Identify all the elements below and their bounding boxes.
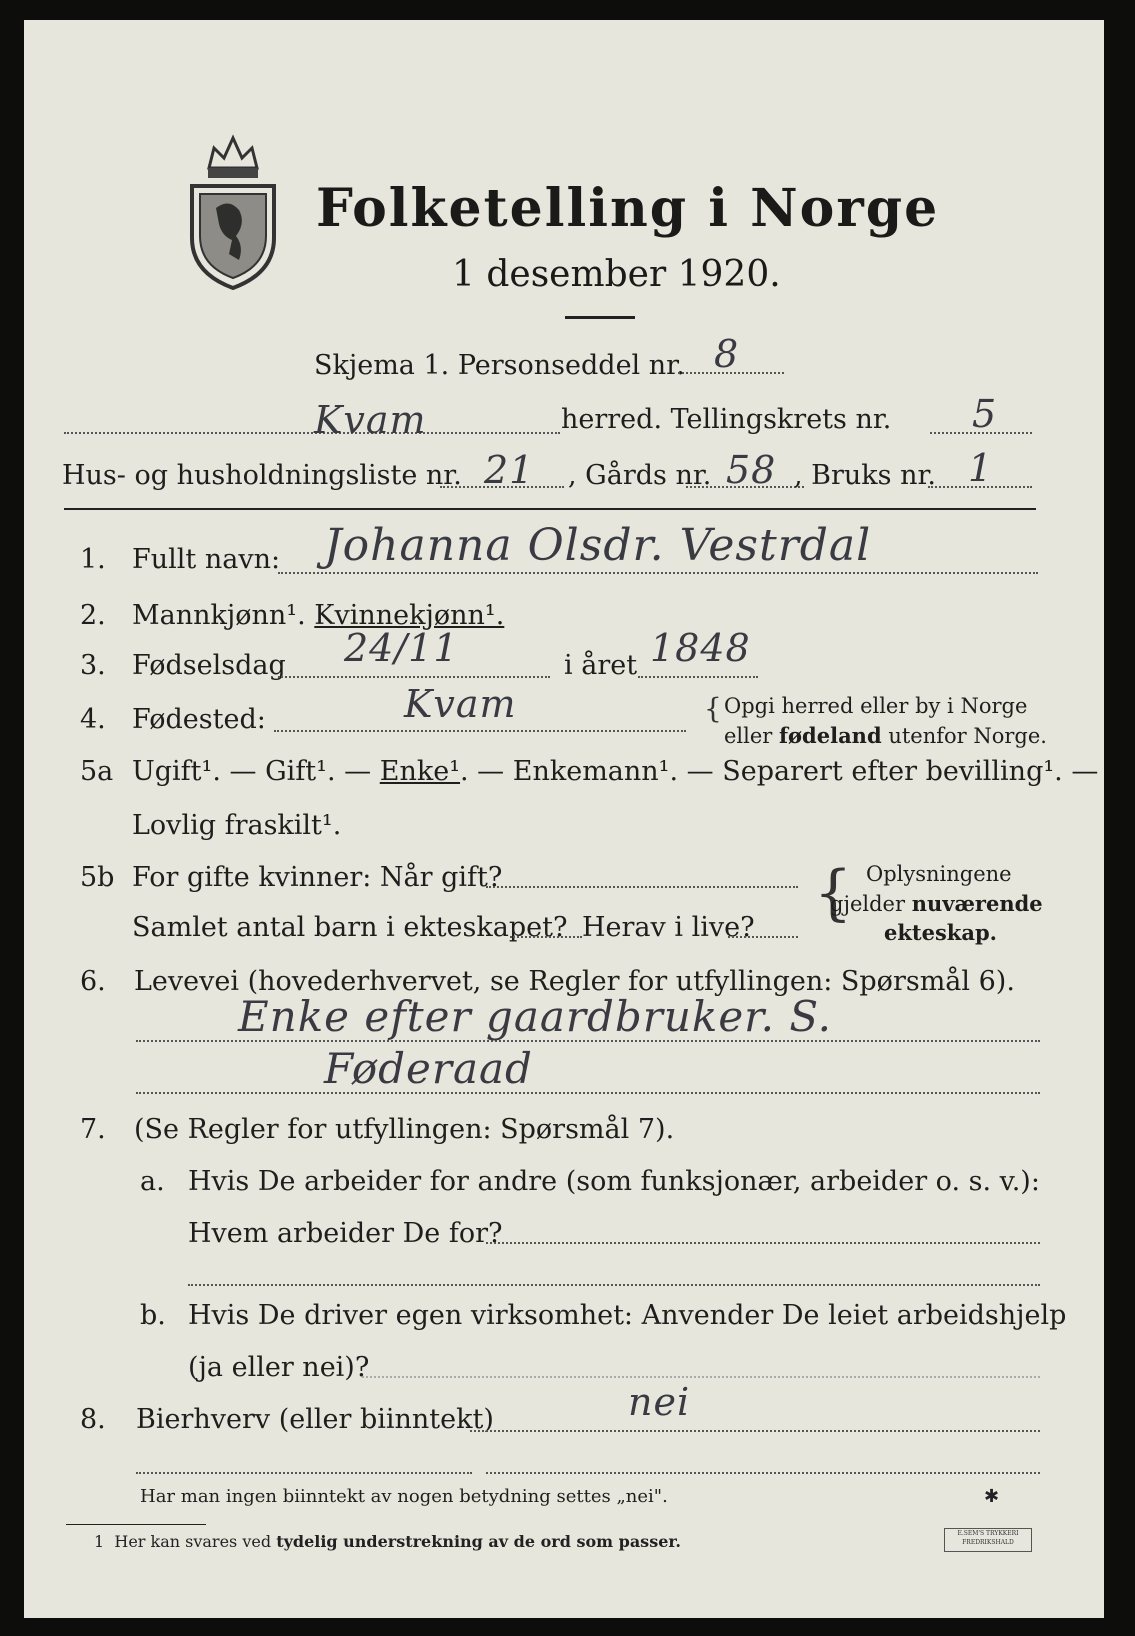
birthplace-note-line2: eller fødeland utenfor Norge. bbox=[724, 723, 1047, 748]
q7-label: (Se Regler for utfyllingen: Spørsmål 7). bbox=[134, 1114, 675, 1145]
title-divider bbox=[565, 316, 635, 319]
norway-coat-of-arms-icon bbox=[184, 128, 282, 290]
q8-label: Bierhverv (eller biinntekt) bbox=[136, 1404, 494, 1435]
q5a-number: 5a bbox=[80, 756, 114, 787]
footnote: 1 Her kan svares ved tydelig understrekning av de ord som passer. bbox=[94, 1532, 681, 1551]
q2-label: Mannkjønn¹. Kvinnekjønn¹. bbox=[132, 600, 505, 631]
q8-number: 8. bbox=[80, 1404, 106, 1435]
tellingskrets-value: 5 bbox=[972, 392, 998, 436]
q5b-children-label: Samlet antal barn i ekteskapet? bbox=[132, 912, 568, 943]
side-income-value: nei bbox=[628, 1380, 691, 1424]
census-form: Folketelling i Norge 1 desember 1920. Skjema 1. Personseddel nr. 8 Kvam herred. Tellingskrets nr. 5 Hus- og husholdningsliste nr. 21 , Gårds nr. 58 , Bruks nr. 1 1. Fullt navn: Johanna Olsdr. Vestrdal 2. Mannkjønn¹. Kvinnekjønn¹. 3. Fødselsdag 24/11 i året 1848 4. Fødested: Kvam { Opgi herred eller by i Norge eller fødeland utenfor Norge. 5a Ugift¹. — Gift¹. — Enke¹. — Enkemann¹. — Separert efter bevilling¹. — Lovlig fraskilt¹. 5b For gifte kvinner: Når gift? Samlet antal barn i ekteskapet? Herav i live? { Oplysningene gjelder nuværende ekteskap. 6. Levevei (hovederhvervet, se Regler for utfyllingen: Spørsmål 6). Enke efter gaardbruker. S. Føderaad 7. (Se Regler for utfyllingen: Spørsmål 7). a. Hvis De arbeider for andre (som funksjonær, arbeider o. s. v.): Hvem arbeider De for? b. Hvis De driver egen virksomhet: Anvender De leiet arbeidshjelp (ja eller nei)? 8. Bierhverv (eller biinntekt) nei Har man ingen biinntekt av nogen betydning settes „nei". ✱ 1 Her kan svares ved tydelig understrekning av de ord som passer. E.SEM'S TRYKKERI FREDRIKSHALD bbox=[24, 20, 1104, 1618]
year-label: i året bbox=[564, 650, 638, 681]
q6-number: 6. bbox=[80, 966, 106, 997]
q5b-note2: gjelder nuværende bbox=[830, 891, 1043, 916]
birthday-value: 24/11 bbox=[344, 626, 459, 670]
q3-number: 3. bbox=[80, 650, 106, 681]
q5b-alive-label: Herav i live? bbox=[582, 912, 755, 943]
q7a-label: Hvis De arbeider for andre (som funksjonær, arbeider o. s. v.): bbox=[188, 1166, 1040, 1197]
q1-label: Fullt navn: bbox=[132, 544, 281, 575]
footnote-rule bbox=[66, 1524, 206, 1525]
q7b-letter: b. bbox=[140, 1300, 166, 1331]
q2-number: 2. bbox=[80, 600, 106, 631]
q5b-note3: ekteskap. bbox=[884, 920, 997, 945]
q5b-number: 5b bbox=[80, 862, 115, 893]
q5b-label: For gifte kvinner: Når gift? bbox=[132, 862, 503, 893]
q1-number: 1. bbox=[80, 544, 106, 575]
full-name-value: Johanna Olsdr. Vestrdal bbox=[324, 520, 872, 571]
header-rule bbox=[64, 508, 1036, 510]
q5a-options: Ugift¹. — Gift¹. — Enke¹. — Enkemann¹. — Separert efter bevilling¹. — bbox=[132, 756, 1099, 787]
birthplace-value: Kvam bbox=[404, 682, 517, 726]
form-title: Folketelling i Norge bbox=[316, 178, 940, 239]
gards-label: , Gårds nr. bbox=[568, 460, 712, 491]
q7-number: 7. bbox=[80, 1114, 106, 1145]
income-note: Har man ingen biinntekt av nogen betydning settes „nei". bbox=[140, 1486, 668, 1507]
ink-mark-icon: ✱ bbox=[984, 1486, 1000, 1507]
herred-label: herred. Tellingskrets nr. bbox=[561, 404, 892, 435]
q4-number: 4. bbox=[80, 704, 106, 735]
person-number-value: 8 bbox=[714, 332, 740, 376]
occupation-line2: Føderaad bbox=[324, 1044, 533, 1093]
bruks-label: , Bruks nr. bbox=[794, 460, 937, 491]
q5a-divorced: Lovlig fraskilt¹. bbox=[132, 810, 342, 841]
q4-label: Fødested: bbox=[132, 704, 266, 735]
form-date: 1 desember 1920. bbox=[452, 254, 781, 295]
printer-stamp: E.SEM'S TRYKKERI FREDRIKSHALD bbox=[944, 1528, 1032, 1552]
birthplace-note-line1: Opgi herred eller by i Norge bbox=[724, 694, 1028, 718]
schema-label: Skjema 1. Personseddel nr. bbox=[314, 350, 685, 381]
gards-value: 58 bbox=[726, 448, 777, 492]
occupation-line1: Enke efter gaardbruker. S. bbox=[238, 992, 832, 1041]
household-list-label: Hus- og husholdningsliste nr. bbox=[62, 460, 462, 491]
bruks-value: 1 bbox=[968, 446, 994, 490]
herred-value: Kvam bbox=[314, 398, 427, 442]
q7a-letter: a. bbox=[140, 1166, 165, 1197]
q7b-label: Hvis De driver egen virksomhet: Anvender De leiet arbeidshjelp bbox=[188, 1300, 1067, 1331]
household-list-value: 21 bbox=[484, 448, 535, 492]
q5b-note1: Oplysningene bbox=[866, 862, 1012, 886]
q6-label: Levevei (hovederhvervet, se Regler for utfyllingen: Spørsmål 6). bbox=[134, 966, 1015, 997]
birth-year-value: 1848 bbox=[650, 626, 751, 670]
q3-label: Fødselsdag bbox=[132, 650, 286, 681]
q7b-question: (ja eller nei)? bbox=[188, 1352, 370, 1383]
q7a-question: Hvem arbeider De for? bbox=[188, 1218, 503, 1249]
